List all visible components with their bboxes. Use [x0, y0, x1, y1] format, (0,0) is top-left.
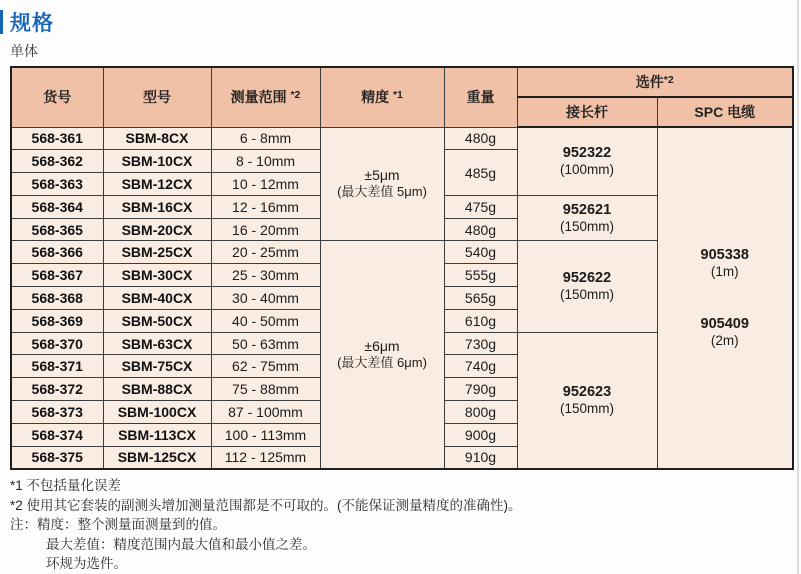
table-header — [11, 67, 793, 127]
range-cell: 62 - 75mm — [211, 355, 320, 378]
weight-cell: 485g — [444, 150, 517, 196]
range-cell: 30 - 40mm — [211, 287, 320, 310]
table-row — [11, 127, 793, 150]
weight-cell: 900g — [444, 423, 517, 446]
model-cell: SBM-25CX — [103, 241, 211, 264]
model-cell: SBM-75CX — [103, 355, 211, 378]
range-cell: 100 - 113mm — [211, 423, 320, 446]
part-no-cell: 568-375 — [11, 446, 103, 469]
extension-rod-cell: 952322 (100mm) — [517, 127, 657, 195]
col-header-accuracy: 精度 $^{*1}$ — [320, 67, 444, 127]
spc-cable-cell — [657, 127, 793, 469]
weight-cell: 480g — [444, 218, 517, 241]
col-header-model: 型号 — [103, 67, 211, 127]
note-line-3: 环规为选件。 — [46, 556, 127, 571]
model-cell: SBM-8CX — [103, 127, 211, 150]
weight-cell: 610g — [444, 309, 517, 332]
extension-rod-cell: 952621 (150mm) — [517, 195, 657, 241]
range-cell: 75 - 88mm — [211, 378, 320, 401]
part-no-cell: 568-366 — [11, 241, 103, 264]
part-no-cell: 568-370 — [11, 332, 103, 355]
weight-cell: 540g — [444, 241, 517, 264]
spc-cable-option: 905409 (2m) — [700, 315, 749, 348]
col-header-weight: 重量 — [444, 67, 517, 127]
model-cell: SBM-40CX — [103, 287, 211, 310]
col-header-part-no: 货号 — [11, 67, 103, 127]
model-cell: SBM-10CX — [103, 150, 211, 173]
col-header-range: 测量范围 $^{*2}$ — [211, 67, 320, 127]
footnote-marker: *1 — [392, 89, 403, 102]
page-title: 规格 — [10, 12, 54, 35]
range-cell: 87 - 100mm — [211, 401, 320, 424]
footnote-marker: *2 — [663, 74, 674, 86]
col-header-extension-rod: 接长杆 — [517, 97, 657, 127]
range-cell: 16 - 20mm — [211, 218, 320, 241]
part-no-cell: 568-369 — [11, 309, 103, 332]
weight-cell: 730g — [444, 332, 517, 355]
footnote-1: *1 不包括量化误差 — [10, 478, 122, 493]
part-no-cell: 568-371 — [11, 355, 103, 378]
range-cell: 40 - 50mm — [211, 309, 320, 332]
spec-table — [10, 66, 794, 470]
col-header-options: 选件$^{*2}$ — [517, 67, 793, 97]
note-line-2: 最大差值：精度范围内最大值和最小值之差。 — [46, 536, 316, 552]
part-no-cell: 568-367 — [11, 264, 103, 287]
range-cell: 8 - 10mm — [211, 150, 320, 173]
model-cell: SBM-125CX — [103, 446, 211, 469]
model-cell: SBM-88CX — [103, 378, 211, 401]
header-row-top — [11, 67, 793, 97]
part-no-cell: 568-365 — [11, 218, 103, 241]
part-no-cell: 568-372 — [11, 378, 103, 401]
part-no-cell: 568-373 — [11, 401, 103, 424]
part-no-cell: 568-362 — [11, 150, 103, 173]
model-cell: SBM-50CX — [103, 309, 211, 332]
accuracy-cell: ±6μm (最大差值 6μm) — [320, 241, 444, 469]
spc-cable-option: 905338 (1m) — [700, 246, 749, 279]
model-cell: SBM-20CX — [103, 218, 211, 241]
weight-cell: 475g — [444, 195, 517, 218]
note-line-1: 注：精度：整个测量面测量到的值。 — [10, 517, 226, 532]
footnote-2: *2 使用其它套装的副测头增加测量范围都是不可取的。(不能保证测量精度的准确性)。 — [10, 497, 522, 513]
weight-cell: 910g — [444, 446, 517, 469]
range-cell: 10 - 12mm — [211, 173, 320, 196]
range-cell: 112 - 125mm — [211, 446, 320, 469]
extension-rod-cell: 952622 (150mm) — [517, 241, 657, 332]
weight-cell: 740g — [444, 355, 517, 378]
part-no-cell: 568-363 — [11, 173, 103, 196]
weight-cell: 480g — [444, 127, 517, 150]
table-body — [11, 127, 793, 469]
range-cell: 25 - 30mm — [211, 264, 320, 287]
table-subtitle: 单体 — [10, 43, 38, 59]
weight-cell: 555g — [444, 264, 517, 287]
model-cell: SBM-16CX — [103, 195, 211, 218]
model-cell: SBM-12CX — [103, 173, 211, 196]
part-no-cell: 568-374 — [11, 423, 103, 446]
model-cell: SBM-113CX — [103, 423, 211, 446]
model-cell: SBM-30CX — [103, 264, 211, 287]
model-cell: SBM-63CX — [103, 332, 211, 355]
weight-cell: 800g — [444, 401, 517, 424]
title-accent-bar — [0, 10, 3, 34]
accuracy-cell: ±5μm (最大差值 5μm) — [320, 127, 444, 241]
range-cell: 50 - 63mm — [211, 332, 320, 355]
model-cell: SBM-100CX — [103, 401, 211, 424]
weight-cell: 790g — [444, 378, 517, 401]
part-no-cell: 568-364 — [11, 195, 103, 218]
range-cell: 12 - 16mm — [211, 195, 320, 218]
extension-rod-cell: 952623 (150mm) — [517, 332, 657, 469]
range-cell: 20 - 25mm — [211, 241, 320, 264]
col-header-spc-cable: SPC 电缆 — [657, 97, 793, 127]
footnote-marker: *2 — [290, 89, 301, 102]
part-no-cell: 568-368 — [11, 287, 103, 310]
page-edge-line — [797, 0, 799, 574]
section-header — [0, 7, 54, 37]
weight-cell: 565g — [444, 287, 517, 310]
part-no-cell: 568-361 — [11, 127, 103, 150]
range-cell: 6 - 8mm — [211, 127, 320, 150]
footnotes — [10, 476, 522, 574]
